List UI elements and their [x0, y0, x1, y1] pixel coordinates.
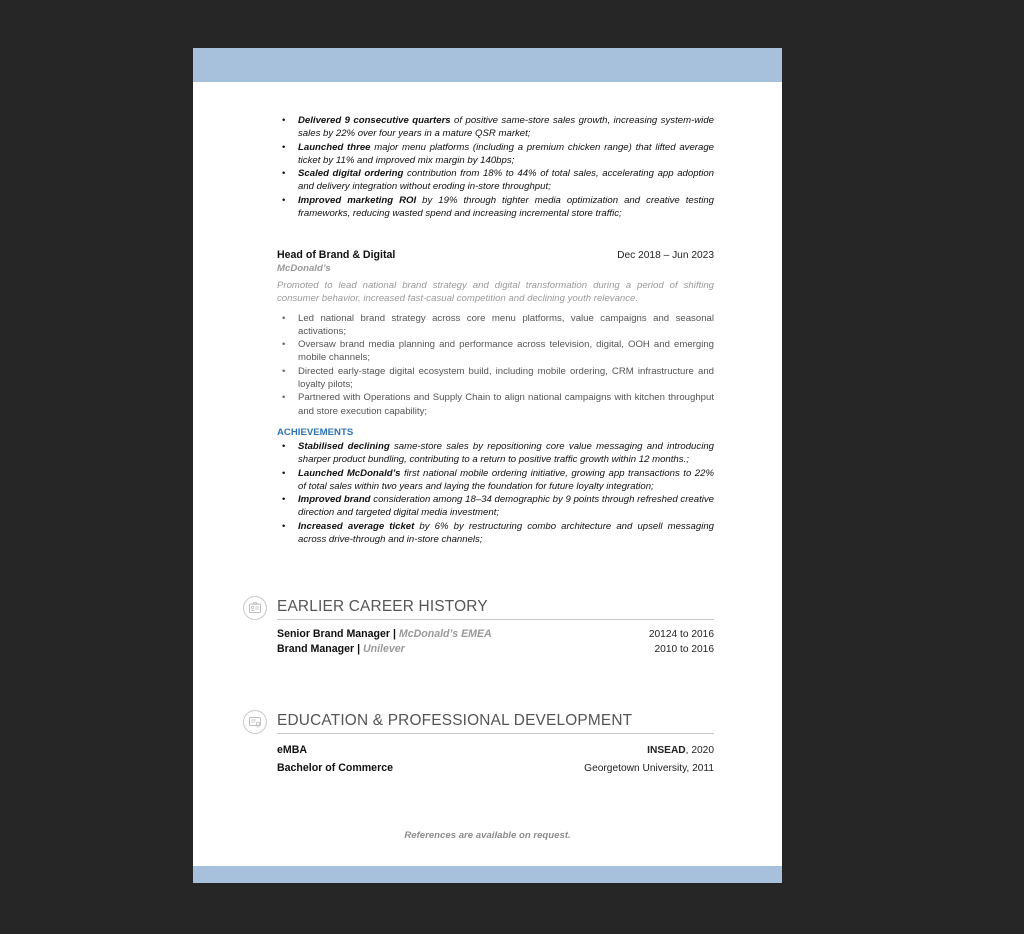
list-item: • Directed early-stage digital ecosystem build, including mobile ordering, CRM infrastructure and loyalty pilots;: [277, 365, 714, 392]
list-item: • Led national brand strategy across core menu platforms, value campaigns and seasonal activations;: [277, 312, 714, 339]
company-name: McDonald’s: [277, 263, 331, 274]
divider: [277, 619, 714, 620]
divider: [277, 733, 714, 734]
role-intro: Promoted to lead national brand strategy and digital transformation during a period of shifting consumer behavior, increased fast-casual competition and declining youth relevance.: [277, 280, 714, 305]
career-row: Brand Manager | Unilever 2010 to 2016: [277, 643, 714, 655]
job-dates: Dec 2018 – Jun 2023: [617, 250, 714, 261]
list-item: • Stabilised declining same-store sales by repositioning core value messaging and introducing sharper product bundling, contributing to a return to positive traffic growth within 12 months.;: [277, 440, 714, 467]
earlier-career-list: [277, 628, 714, 658]
responsibilities-list: [277, 312, 714, 418]
list-item: • Improved brand consideration among 18–34 demographic by 9 points through refreshed creative direction and targeted digital media investment;: [277, 493, 714, 520]
certificate-icon: [243, 710, 267, 734]
resume-page: [193, 48, 782, 883]
list-item: • Launched three major menu platforms (including a premium chicken range) that lifted average ticket by 11% and improved mix margin by 140bps;: [277, 141, 714, 168]
bottom-color-band: [193, 866, 782, 883]
id-card-icon: [243, 596, 267, 620]
job-title: Head of Brand & Digital: [277, 249, 396, 261]
earlier-career-header: [243, 594, 714, 624]
list-item: • Improved marketing ROI by 19% through tighter media optimization and creative testing frameworks, reducing wasted spend and increasing incremental store traffic;: [277, 194, 714, 221]
top-color-band: [193, 48, 782, 82]
references-note: References are available on request.: [404, 830, 571, 841]
section-title: EARLIER CAREER HISTORY: [277, 598, 488, 615]
list-item: • Oversaw brand media planning and performance across television, digital, OOH and emerging mobile channels;: [277, 338, 714, 365]
career-row: Senior Brand Manager | McDonald’s EMEA 20124 to 2016: [277, 628, 714, 640]
education-header: [243, 708, 714, 738]
previous-achievements: [277, 114, 714, 220]
section-title: EDUCATION & PROFESSIONAL DEVELOPMENT: [277, 712, 633, 729]
education-row: Bachelor of Commerce Georgetown University, 2011: [277, 762, 714, 774]
list-item: • Scaled digital ordering contribution from 18% to 44% of total sales, accelerating app adoption and delivery integration without eroding in-store throughput;: [277, 167, 714, 194]
list-item: • Delivered 9 consecutive quarters of positive same-store sales growth, increasing system-wide sales by 22% over four years in a mature QSR market;: [277, 114, 714, 141]
role-block: [277, 249, 714, 546]
list-item: • Increased average ticket by 6% by restructuring combo architecture and upsell messaging across drive-through and in-store channels;: [277, 520, 714, 547]
education-list: [277, 744, 714, 780]
achievements-list: [277, 440, 714, 546]
list-item: • Launched McDonald’s first national mobile ordering initiative, growing app transactions to 22% of total sales within two years and laying the foundation for future loyalty integration;: [277, 467, 714, 494]
list-item: • Partnered with Operations and Supply Chain to align national campaigns with kitchen throughput and store execution capability;: [277, 391, 714, 418]
achievements-heading: ACHIEVEMENTS: [277, 426, 354, 438]
education-row: eMBA INSEAD, 2020: [277, 744, 714, 756]
